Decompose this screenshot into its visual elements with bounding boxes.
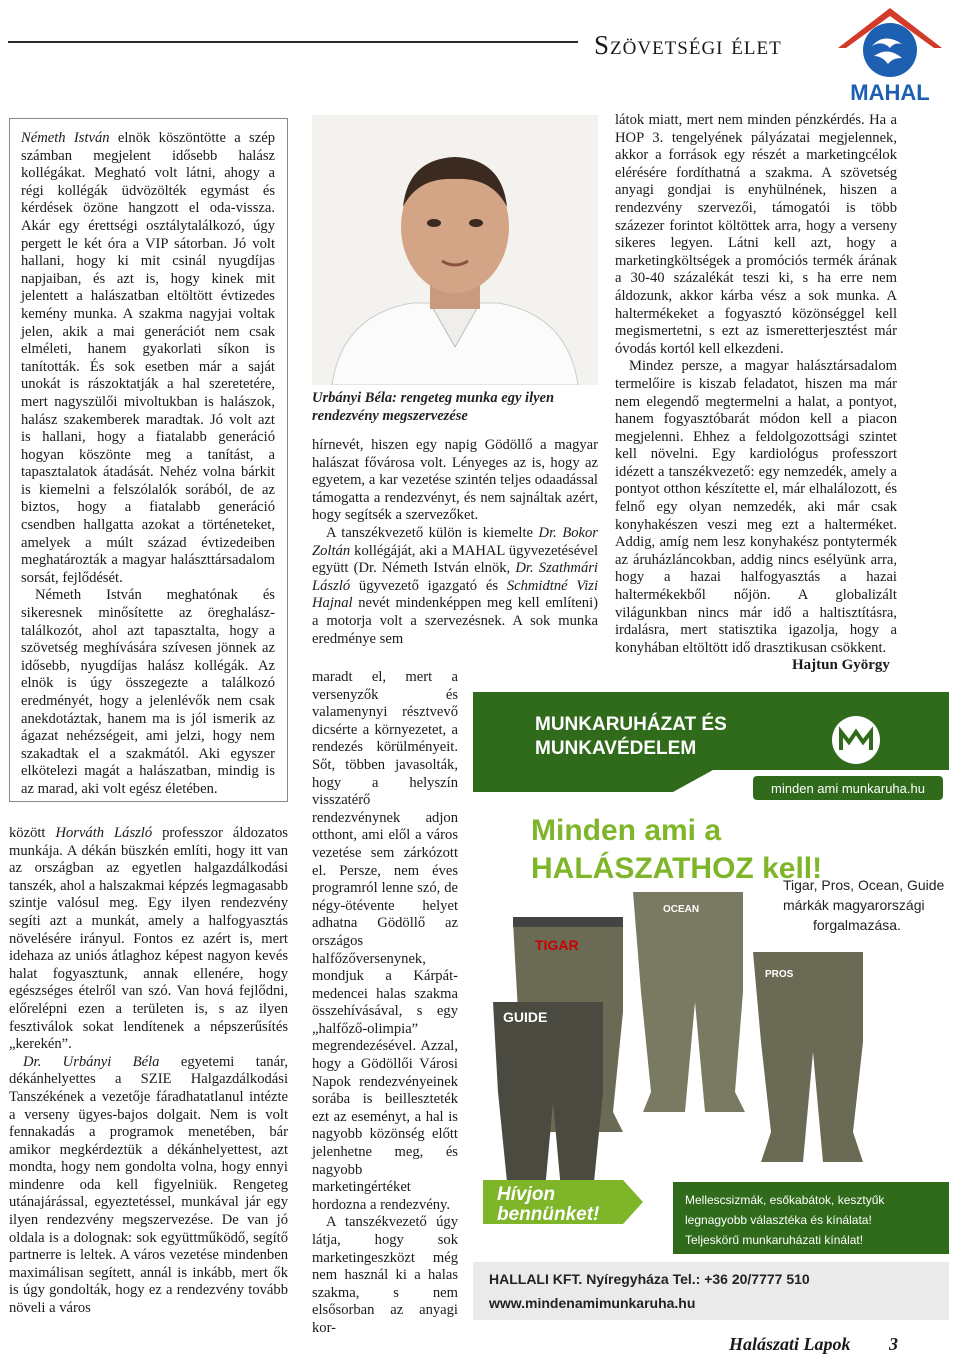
ad-products-line3: Teljeskörű munkaruházati kínálat! — [685, 1233, 864, 1247]
ad-brands-line2: márkák magyarországi — [783, 897, 925, 913]
ad-artwork — [473, 692, 949, 1320]
boxed-paragraph: Németh István meghatónak és sikeresnek minősítette az öreghalász-találkozót, ahol azt tapasztalta, hogy a szövetség meghívására szívesen jönnek az idősebb, nyugdíjas halász kollégák. Az elnök is úgy összegezte a találkozó eredményét, hogy a jelenlévők nem csak anekdotáztak, hanem ma is jól ismerik az ágazat nehézségeit, ami jelzi, hogy nem szakadtak el a szakmától. Aki egyszer elkötelezi magát a halászatban, mindig is az marad, aki volt egész életében. — [21, 587, 275, 797]
ocean-brand: OCEAN — [663, 904, 700, 915]
author-signature: Hajtun György — [792, 657, 890, 673]
column3-paragraph: látok miatt, mert nem minden pénzkérdés. Ha a HOP 3. tengelyének pályázatai megjelennek, akkor a források egy részét a marketingcélok elérésére fordíthatná a szakma. A szövetség anyagi gondjai is enyhülnének, hiszen a rendezvény szervezői, támogatói is több százezer forintot költöttek arra, hogy a verseny sikeres legyen. Látni kell azt, hogy a marketingköltségek a promóciós termék árának a 30-40 százalékát teszi ki, s ha erre nem áldozunk, akkor kárba vész a sok munka. A haltermékeket a fogyasztó közönséggel kell megismertetni, s ezt az ismeretterjesztést már óvodás kortól kell elkezdeni. — [615, 112, 897, 357]
section-title: Szövetségi élet — [594, 30, 782, 60]
ad-brands-line3: forgalmazása. — [813, 917, 901, 933]
magazine-name: Halászati Lapok — [729, 1334, 851, 1354]
mahal-logo-text: MAHAL — [850, 80, 930, 104]
tigar-brand: TIGAR — [535, 937, 579, 953]
ad-brands-line1: Tigar, Pros, Ocean, Guide — [783, 877, 945, 893]
mahal-logo — [830, 4, 950, 104]
boxed-paragraph: Németh István elnök köszöntötte a szép számban megjelent idősebb halász kollégákat. Megható volt látni, ahogy a régi kollégák üdvözölték egymást és kérdések özöne hangzott el oda-vissza. Akár egy érettségi osztálytalálkozó, úgy pergett le két óra a VIP sátorban. Jó volt hallani, hogy ki mit csinál nyugdíjas napjaiban, és azt is, hogy kinek mit jelentett a halászatban eltöltött évtizedes kemény munka. A szakma nagyjai voltak jelen, akik a mai generációt nem csak elméleti, hanem gyakorlati síkon is tanították. És sok esetben már a saját unokát is rászoktatják a hal szeretetére, mert nagyszülői mivoltukban is halászok, halász szakemberek maradtak. Jó volt azt is hallani, hogy a fiatalabb generáció hogyan köszönte meg a tanítást, a tapasztalatok átadását. Nehéz volna bárkit is kiemelni a felszólalók sorából, de az biztos, hogy a fiatalabb generáció csendben hallgatta azokat a történeteket, amelyek a múlt század évtizedeiben meghatározták a magyar halászttársadalom sorsát, fejlődését. — [21, 130, 275, 586]
column2-paragraph: A tanszékvezető úgy látja, hogy sok marketingeszközt még nem használ ki a halas szakma, s nem elsősorban az anyagi kor- — [312, 1214, 458, 1336]
portrait-illustration — [312, 115, 598, 385]
column2-text — [312, 437, 598, 648]
ad-products-line2: legnagyobb választéka és kínálata! — [685, 1213, 872, 1227]
advertisement — [473, 692, 949, 1320]
portrait-photo — [312, 115, 598, 385]
column2-paragraph: A tanszékvezető külön is kiemelte Dr. Bokor Zoltán kollégáját, aki a MAHAL ügyvezetésével együtt (Dr. Németh István elnök, Dr. Szathmári László ügyvezető igazgató és Schmidtné Vizi Hajnal nevét mindenképpen meg kell említeni) a motorja volt a szervezésnek. A sok munka eredménye sem — [312, 524, 599, 647]
column1-text — [9, 825, 288, 1318]
column2-narrow-text — [312, 669, 458, 1338]
ad-call-line2: bennünket! — [497, 1204, 600, 1225]
guide-brand: GUIDE — [503, 1009, 548, 1025]
ad-banner-line1: MUNKARUHÁZAT ÉS — [535, 714, 727, 735]
page-footer — [729, 1334, 898, 1355]
column1-paragraph: Dr. Urbányi Béla egyetemi tanár, dékánhelyettes a SZIE Halgazdálkodási Tanszékének a vezetője fáradhatatlanul intézte a verseny ügyes-bajos dolgait. Nem is volt fennakadás a programok menetében, bár amikor megkérdeztük a dékánhelyettest, azt mondta, hogy nem gondolta volna, hogy ennyi mindenre oda kell figyelniük. Rengeteg utánajárással, egyeztetéssel, munkával jár egy ilyen rendezvény megszervezése. De van jó oldala is a dolognak: sok együttműködő, segítő partnerre is leltek. A város vezetése mindenben maximálisan segített, annál is inkább, mert ők is úgy gondolták, hogy ez a rendezvény tovább növeli a város — [9, 1053, 289, 1317]
boxed-article — [21, 130, 275, 799]
ad-banner-line2: MUNKAVÉDELEM — [535, 738, 697, 759]
ad-contact: HALLALI KFT. Nyíregyháza Tel.: +36 20/7777 510 — [489, 1271, 810, 1287]
column2-paragraph: maradt el, mert a versenyzők és valamenynyi résztvevő dicsérte a környezetet, a rendezés körülményeit. Sőt, többen javasolták, hogy a helyszín visszatérő rendezvénynek adjon otthont, ami elől a város vezetése sem zárkózott el. Persze, nem éves programról lenne szó, de négy-ötévente helyet adhatna Gödöllő az országos halfőzőversenynek, mondjuk a Kárpát-medencei halas szakma összehívásával, s egy „halfőző-olimpia” megrendezésével. Azzal, hogy a Gödöllői Városi Napok rendezvényeinek sorába is beilleszteték ezt az eseményt, a hal is nagyobb közönség előtt jelenhetne meg, és nagyobb marketingértéket hordozna a rendezvény. — [312, 669, 458, 1213]
ad-headline2: HALÁSZATHOZ kell! — [531, 852, 823, 885]
ad-website: www.mindenamimunkaruha.hu — [489, 1295, 696, 1311]
header-rule — [8, 41, 578, 43]
column1-paragraph: között Horváth László professzor áldozatos munkája. A dékán büszkén említi, hogy itt van az országban az egyetlen halgazdálkodási tanszék, ahol a halszakmai képzés legmagasabb szintje valósul meg. Egy ilyen rendezvény segíti azt a munkát, amely a halfogyasztás növelésére irányul. Fontos ez azért is, mert idehaza az uniós átlaghoz képest nagyon kevés halat fogyasztunk, annak ellenére, hogy egészséges ételről van szó. Van hová fejlődni, előrelépni ezen a területen is, s az ilyen fesztiválok sokat lendítenek a népszerűsítés „kerekén”. — [9, 825, 288, 1053]
ad-call-line1: Hívjon — [497, 1184, 556, 1205]
page-number: 3 — [889, 1334, 899, 1354]
ad-headline1: Minden ami a — [531, 814, 722, 847]
column3-paragraph: Mindez persze, a magyar halásztársadalom termelőire is kiszab feladatot, hiszen ma már nem elegendő megtermelni a halat, a pontyot, hanem fogyasztóbarát módon kell a piacon megjelenni. Ehhez a feldolgozottsági szintet kell növelni. Egy kardiológus professzort idézett a tanszékvezető: egy nemzedék, amely a pontyot otthon készítette el, már elhalálozott, és felnő egy olyan nemzedék, aki már csak konyhakészen veszi meg ezt a halterméket. Addig, amíg nem lesz konyhakész pontytermék az áruházláncokban, addig nincs esélyünk arra, hogy a hazai halfogyasztás a hazai haltermékekből nőjön. A globalizált világunkban nincs már idő a haltisztításra, irdalásra, mert statisztika igazolja, hogy a konyhában eltöltött idő drasztikusan csökkent. — [615, 358, 897, 656]
pros-brand: PROS — [765, 969, 794, 980]
ad-url-badge: minden ami munkaruha.hu — [771, 781, 925, 796]
column3-text — [615, 112, 897, 657]
photo-caption: Urbányi Béla: rengeteg munka egy ilyen rendezvény megszervezése — [312, 390, 555, 424]
ad-products-line1: Mellescsizmák, esőkabátok, kesztyűk — [685, 1193, 885, 1207]
column2-paragraph: hírnevét, hiszen egy napig Gödöllő a magyar halászat fővárosa volt. Lényeges az is, hogy az egyetem, a kar vezetése szintén teljes odaadással támogatta a rendezvényt, és nem sajnáltak azért, hogy segítsék a szervezőket. — [312, 437, 598, 524]
